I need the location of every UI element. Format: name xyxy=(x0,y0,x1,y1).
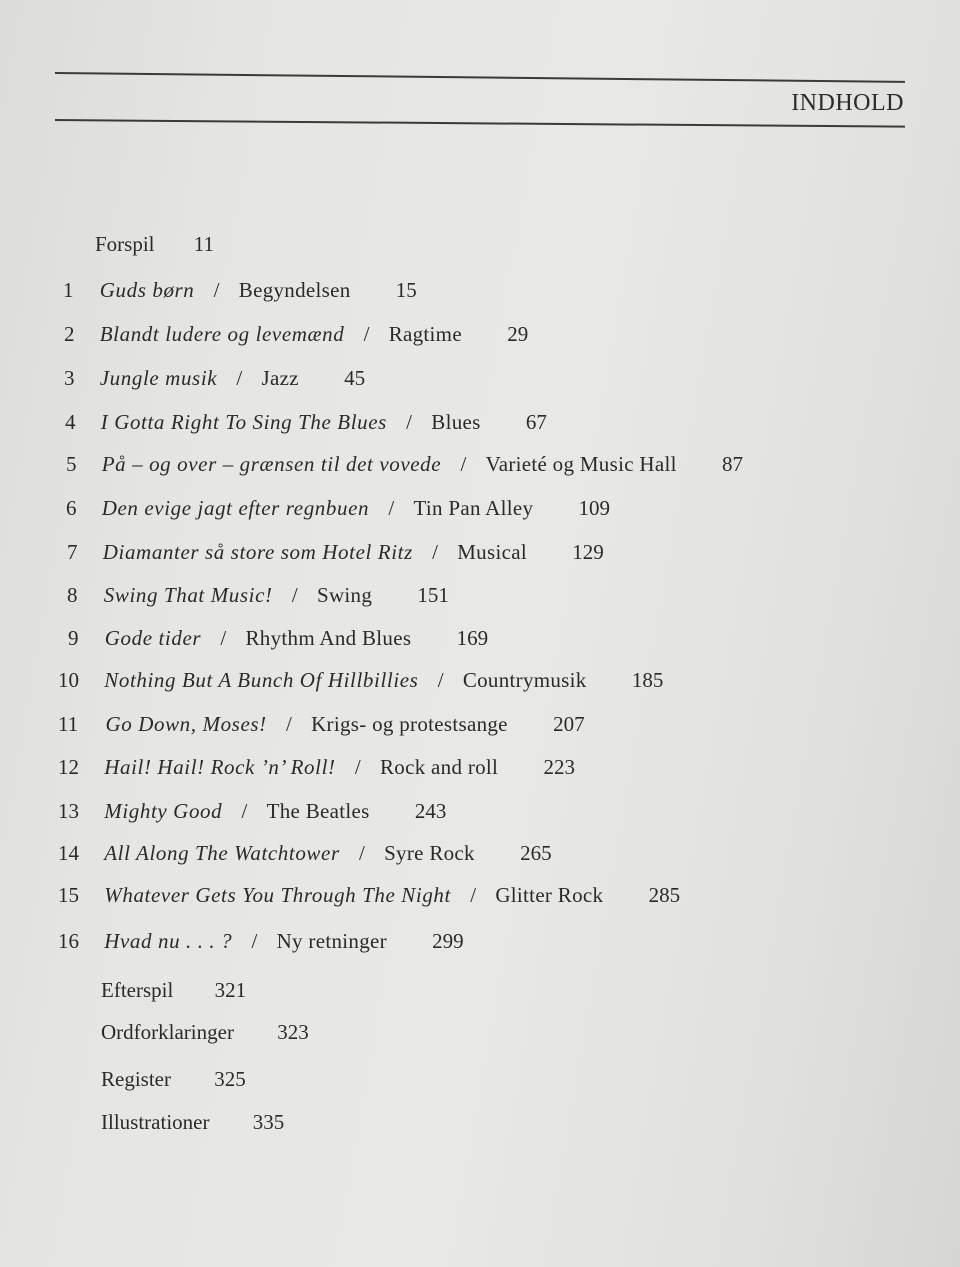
chapter-number: 4 xyxy=(65,410,76,434)
page-title: INDHOLD xyxy=(791,90,904,116)
chapter-genre: Jazz xyxy=(261,366,299,390)
entry-label: Forspil xyxy=(95,232,155,256)
separator: / xyxy=(354,755,361,779)
chapter-page: 243 xyxy=(414,799,447,823)
toc-chapter xyxy=(64,322,528,347)
separator: / xyxy=(220,626,227,650)
chapter-number: 5 xyxy=(66,452,77,476)
chapter-genre: Blues xyxy=(431,410,481,434)
entry-page: 335 xyxy=(252,1110,285,1134)
separator: / xyxy=(460,452,467,476)
entry-page: 323 xyxy=(277,1020,309,1044)
toc-entry-back xyxy=(101,1067,246,1092)
chapter-genre: Musical xyxy=(457,540,527,564)
chapter-title: Hvad nu . . . ? xyxy=(104,929,233,953)
chapter-title: Guds børn xyxy=(99,278,195,302)
chapter-genre: Rhythm And Blues xyxy=(245,626,412,650)
chapter-title: Jungle musik xyxy=(99,366,218,390)
toc-chapter xyxy=(58,712,585,737)
separator: / xyxy=(213,278,220,302)
chapter-title: Hail! Hail! Rock ’n’ Roll! xyxy=(104,755,336,779)
toc-chapter xyxy=(67,540,604,565)
toc-chapter xyxy=(63,278,417,303)
separator: / xyxy=(358,841,365,865)
chapter-page: 299 xyxy=(432,929,464,953)
separator: / xyxy=(363,322,370,346)
separator: / xyxy=(437,668,444,692)
separator: / xyxy=(291,583,298,607)
separator: / xyxy=(406,410,413,434)
toc-chapter xyxy=(65,410,547,435)
toc-chapter xyxy=(68,626,488,651)
chapter-genre: Ny retninger xyxy=(276,929,387,953)
toc-chapter xyxy=(66,496,610,521)
chapter-number: 11 xyxy=(58,712,79,736)
chapter-number: 13 xyxy=(58,799,79,823)
toc-entry-back xyxy=(101,1020,309,1045)
toc-chapter xyxy=(67,583,449,608)
chapter-title: Mighty Good xyxy=(104,799,223,823)
toc-chapter xyxy=(58,841,552,866)
chapter-page: 223 xyxy=(543,755,575,779)
chapter-number: 9 xyxy=(68,626,79,650)
chapter-genre: Syre Rock xyxy=(384,841,475,865)
toc-chapter xyxy=(58,668,663,693)
chapter-page: 15 xyxy=(395,278,417,302)
entry-page: 11 xyxy=(193,232,214,256)
chapter-title: Go Down, Moses! xyxy=(105,712,267,736)
separator: / xyxy=(470,883,477,907)
chapter-title: I Gotta Right To Sing The Blues xyxy=(100,410,387,434)
chapter-genre: Countrymusik xyxy=(462,668,587,692)
chapter-page: 151 xyxy=(417,583,449,607)
toc-entry-back xyxy=(101,1110,284,1135)
chapter-page: 67 xyxy=(525,410,547,434)
chapter-page: 169 xyxy=(456,626,489,650)
toc-chapter xyxy=(58,883,680,908)
toc-chapter xyxy=(66,452,743,477)
separator: / xyxy=(388,496,395,520)
chapter-genre: Swing xyxy=(316,583,373,607)
chapter-genre: Rock and roll xyxy=(379,755,499,779)
chapter-page: 185 xyxy=(631,668,664,692)
chapter-number: 15 xyxy=(58,883,79,907)
chapter-page: 207 xyxy=(553,712,585,736)
chapter-number: 2 xyxy=(64,322,75,346)
chapter-genre: Ragtime xyxy=(388,322,462,346)
chapter-page: 265 xyxy=(520,841,552,865)
chapter-genre: Varieté og Music Hall xyxy=(485,452,677,476)
toc-entry-front xyxy=(95,232,214,257)
chapter-title: Gode tider xyxy=(104,626,202,650)
separator: / xyxy=(241,799,248,823)
chapter-number: 10 xyxy=(58,668,79,692)
chapter-genre: Krigs- og protestsange xyxy=(311,712,508,736)
toc-entry-back xyxy=(101,978,246,1003)
entry-label: Efterspil xyxy=(101,978,174,1002)
chapter-page: 129 xyxy=(572,540,604,564)
chapter-genre: Tin Pan Alley xyxy=(413,496,534,520)
chapter-page: 109 xyxy=(578,496,611,520)
toc-chapter xyxy=(58,799,446,824)
toc-chapter xyxy=(64,366,365,391)
chapter-page: 285 xyxy=(648,883,681,907)
chapter-genre: The Beatles xyxy=(266,799,370,823)
chapter-number: 16 xyxy=(58,929,79,953)
chapter-page: 45 xyxy=(344,366,366,390)
chapter-genre: Glitter Rock xyxy=(495,883,604,907)
chapter-number: 3 xyxy=(64,366,75,390)
chapter-number: 6 xyxy=(66,496,77,520)
chapter-title: Swing That Music! xyxy=(103,583,273,607)
separator: / xyxy=(236,366,243,390)
chapter-number: 14 xyxy=(58,841,79,865)
chapter-number: 1 xyxy=(63,278,74,302)
chapter-title: Diamanter så store som Hotel Ritz xyxy=(102,540,413,564)
chapter-number: 7 xyxy=(67,540,78,564)
toc-chapter xyxy=(58,755,575,780)
chapter-page: 29 xyxy=(507,322,529,346)
entry-label: Ordforklaringer xyxy=(101,1020,234,1044)
chapter-title: Den evige jagt efter regnbuen xyxy=(101,496,370,520)
entry-page: 325 xyxy=(214,1067,246,1091)
entry-label: Register xyxy=(101,1067,171,1091)
chapter-page: 87 xyxy=(721,452,743,476)
separator: / xyxy=(285,712,292,736)
chapter-title: Nothing But A Bunch Of Hillbillies xyxy=(104,668,419,692)
chapter-genre: Begyndelsen xyxy=(238,278,351,302)
separator: / xyxy=(251,929,258,953)
chapter-title: På – og over – grænsen til det vovede xyxy=(101,452,442,476)
toc-chapter xyxy=(58,929,464,954)
entry-page: 321 xyxy=(214,978,247,1002)
chapter-title: Whatever Gets You Through The Night xyxy=(104,883,451,907)
entry-label: Illustrationer xyxy=(101,1110,210,1134)
separator: / xyxy=(432,540,438,564)
chapter-title: Blandt ludere og levemænd xyxy=(99,322,345,346)
chapter-number: 12 xyxy=(58,755,79,779)
chapter-title: All Along The Watchtower xyxy=(104,841,340,865)
chapter-number: 8 xyxy=(67,583,78,607)
